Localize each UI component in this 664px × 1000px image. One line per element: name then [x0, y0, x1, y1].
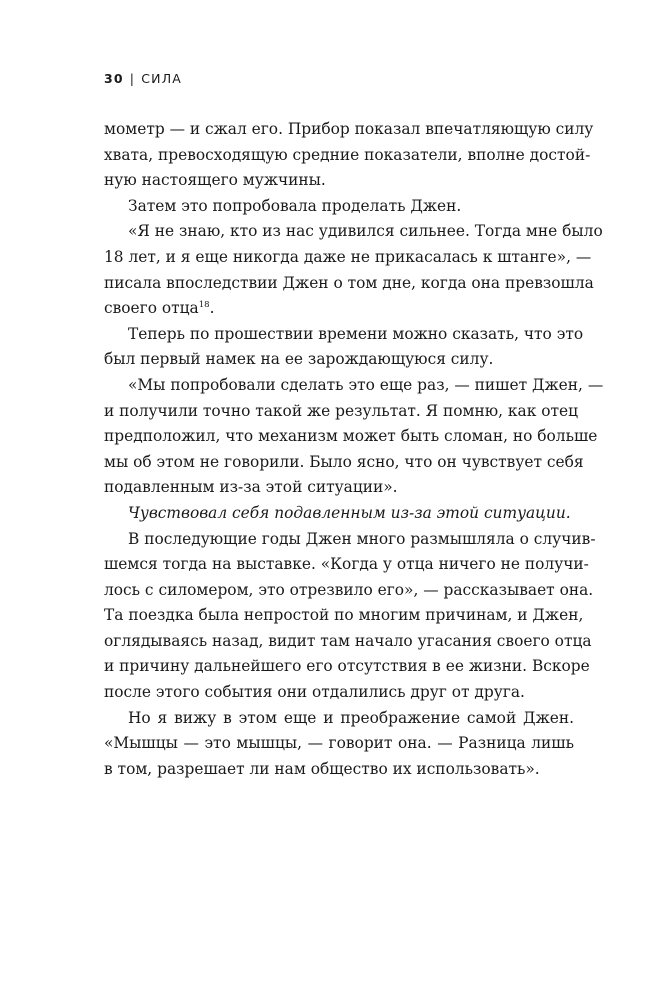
text-line-content: оглядываясь назад, видит там начало угасания своего отца: [104, 631, 592, 650]
text-line: [104, 706, 574, 732]
text-line: [104, 168, 574, 194]
text-line: [104, 245, 592, 271]
text-line-content: хвата, превосходящую средние показатели, вполне достой-: [104, 145, 591, 164]
text-line: [104, 527, 596, 553]
text-line: [104, 143, 591, 169]
text-line-content: в том, разрешает ли нам общество их использовать».: [104, 759, 540, 778]
text-line-content: 18 лет, и я еще никогда даже не прикасалась к штанге», —: [104, 247, 592, 266]
text-line: [104, 322, 584, 348]
text-line: [104, 654, 590, 680]
text-line: [104, 271, 594, 297]
text-line-content: лось с силомером, это отрезвило его», — рассказывает она.: [104, 580, 594, 599]
text-line: [104, 603, 584, 629]
header-separator: |: [129, 71, 136, 86]
text-line: [104, 450, 584, 476]
text-line-content: Чувствовал себя подавленным из-за этой ситуации.: [128, 503, 571, 522]
text-line: [104, 399, 579, 425]
text-line: [104, 117, 594, 143]
running-head: [104, 71, 182, 86]
text-line-content: своего отца: [104, 299, 199, 318]
text-line: [104, 578, 594, 604]
text-line: [104, 757, 574, 783]
text-line: [104, 296, 574, 322]
text-line: [104, 194, 574, 220]
text-line: [104, 219, 603, 245]
text-line-content: мы об этом не говорили. Было ясно, что он чувствует себя: [104, 452, 584, 471]
text-line-content: «Мышцы — это мышцы, — говорит она. — Разница лишь: [104, 734, 574, 753]
text-line: [104, 731, 574, 757]
text-line-content: подавленным из-за этой ситуации».: [104, 478, 398, 497]
body-text: [104, 117, 604, 782]
text-line: [104, 552, 589, 578]
text-line: [104, 373, 604, 399]
text-line-content: ную настоящего мужчины.: [104, 171, 326, 190]
text-line: [104, 629, 592, 655]
text-line-content: шемся тогда на выставке. «Когда у отца ничего не получи-: [104, 555, 589, 574]
text-line: [104, 680, 574, 706]
text-line-content: «Я не знаю, кто из нас удивился сильнее. Тогда мне было: [128, 222, 603, 241]
text-line-content: был первый намек на ее зарождающуюся силу.: [104, 350, 494, 369]
text-line-content: Но я вижу в этом еще и преображение самой Джен.: [128, 708, 574, 727]
period: .: [209, 299, 215, 318]
text-line: [104, 475, 574, 501]
text-line: [104, 424, 598, 450]
text-line-content: после этого события они отдалились друг от друга.: [104, 683, 525, 702]
page-number: 30: [104, 71, 124, 86]
text-line-content: Та поездка была непростой по многим причинам, и Джен,: [104, 606, 584, 625]
text-line: [104, 347, 574, 373]
text-line-content: и получили точно такой же результат. Я помню, как отец: [104, 401, 579, 420]
text-line-content: мометр — и сжал его. Прибор показал впечатляющую силу: [104, 120, 594, 138]
text-line-content: «Мы попробовали сделать это еще раз, — пишет Джен, —: [128, 375, 604, 394]
text-line-content: предположил, что механизм может быть сломан, но больше: [104, 427, 598, 446]
text-line-content: Затем это попробовала проделать Джен.: [128, 196, 462, 215]
text-line-content: и причину дальнейшего его отсутствия в ее жизни. Вскоре: [104, 657, 590, 676]
text-line-content: В последующие годы Джен много размышляла о случив-: [128, 529, 596, 548]
chapter-title: СИЛА: [141, 71, 183, 86]
footnote-ref: 18: [198, 300, 210, 311]
text-line-content: писала впоследствии Джен о том дне, когда она превзошла: [104, 273, 594, 292]
text-line-content: Теперь по прошествии времени можно сказать, что это: [128, 324, 584, 343]
text-line: [104, 501, 574, 527]
